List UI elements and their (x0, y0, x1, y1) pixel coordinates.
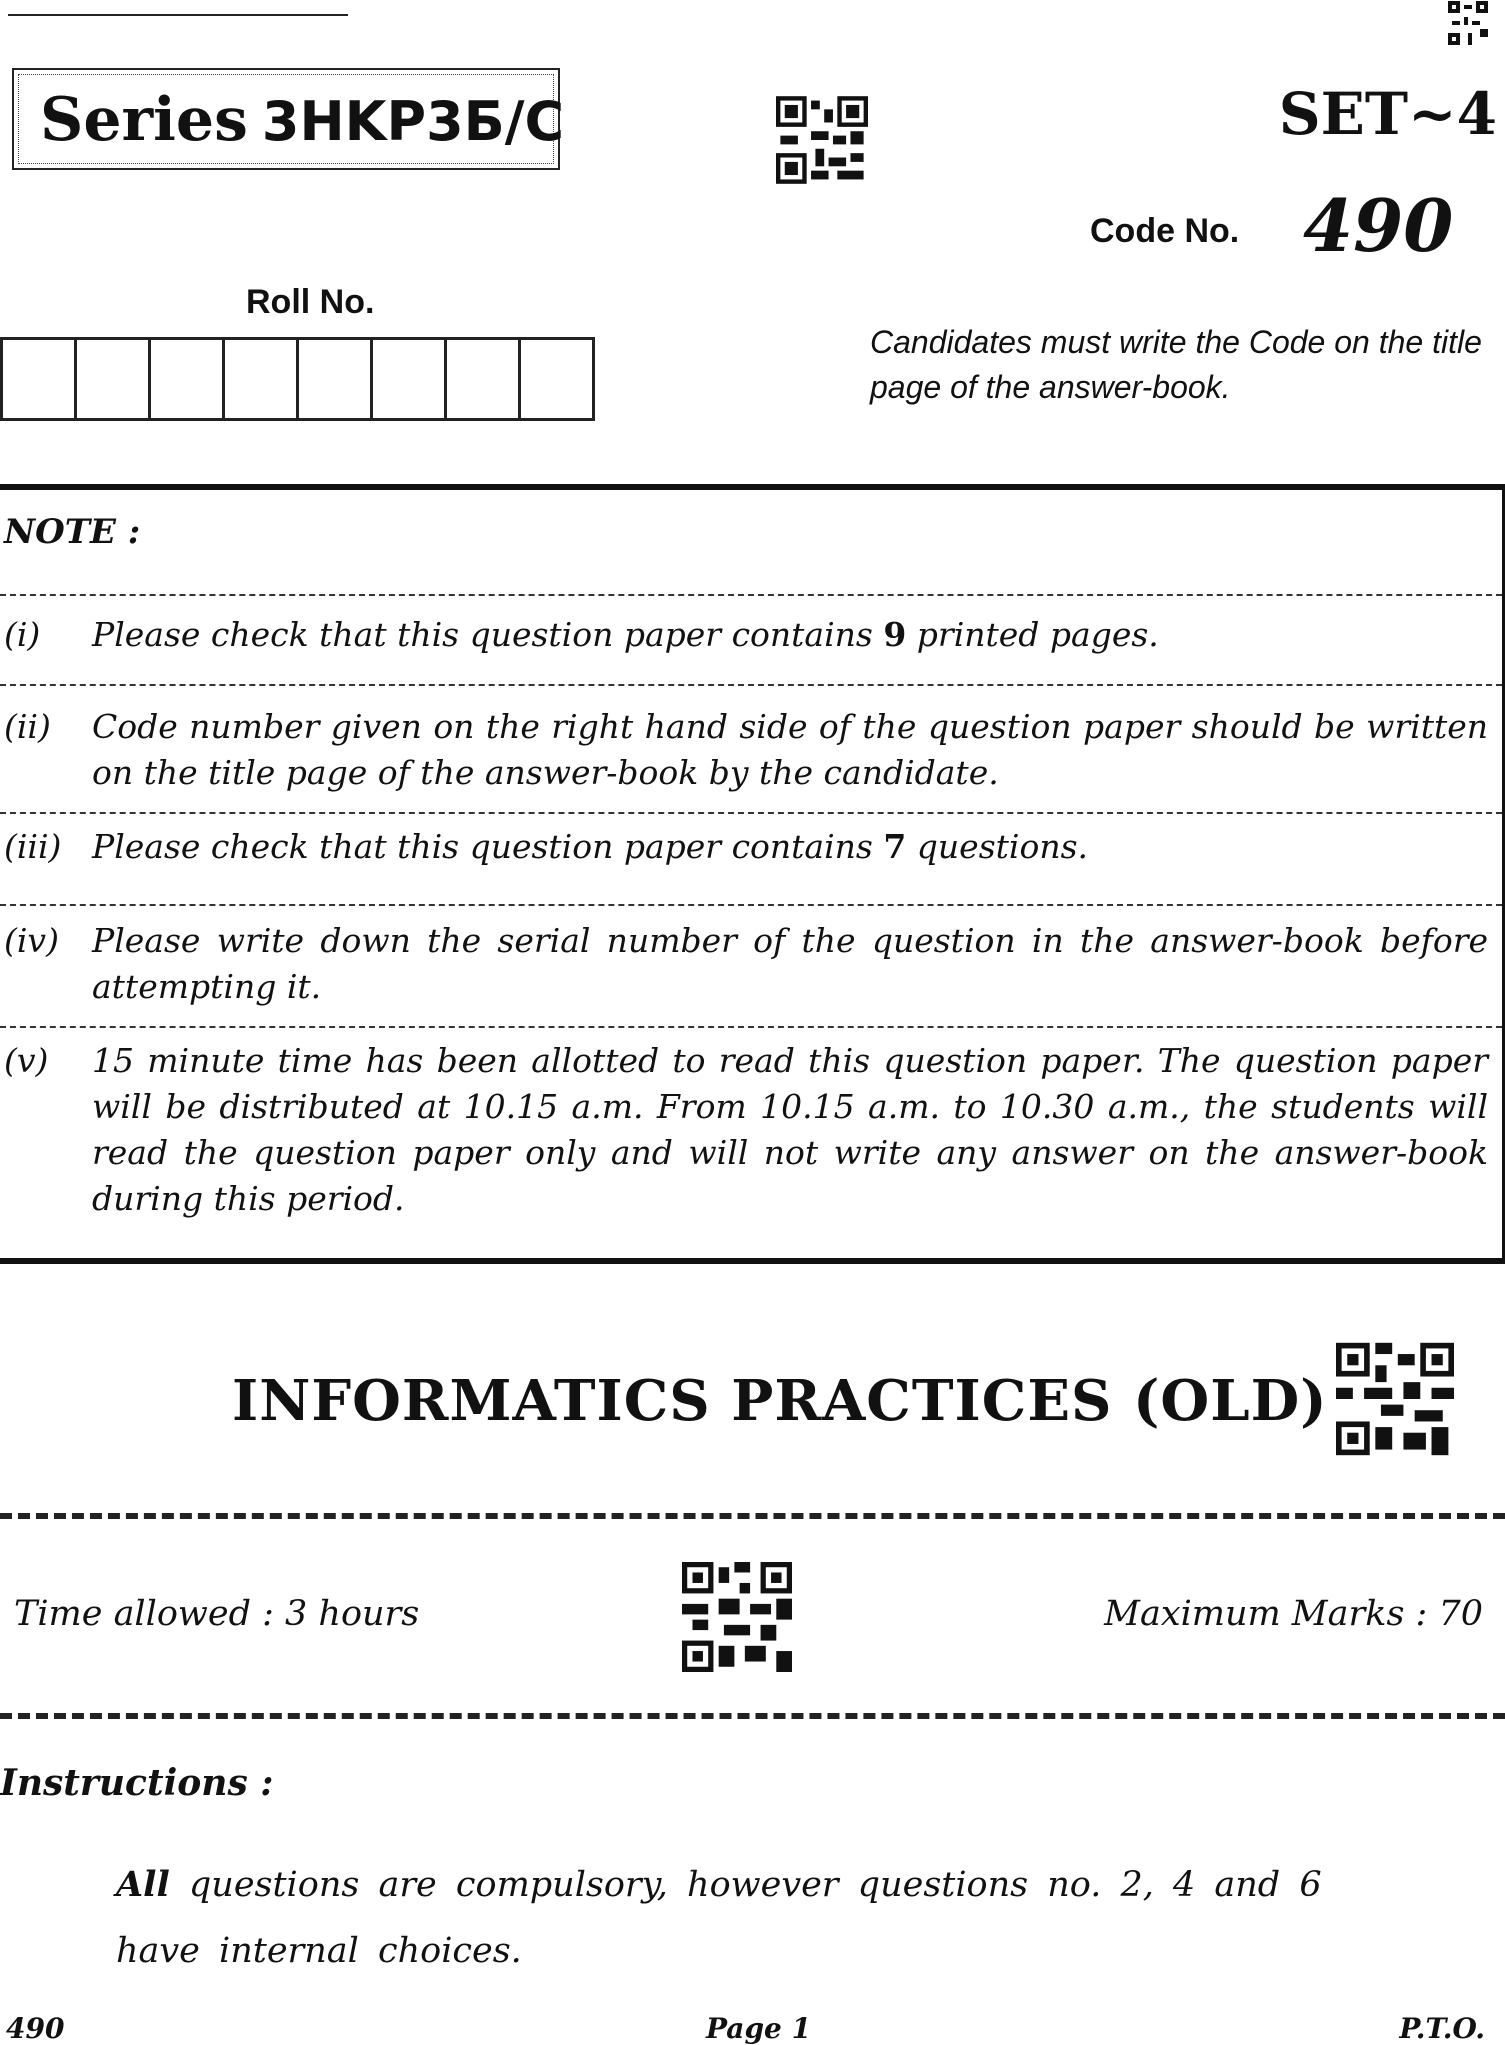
subject-title: INFORMATICS PRACTICES (OLD) (232, 1368, 1328, 1434)
roll-no-box[interactable] (518, 337, 595, 421)
set-label: SET~4 (1278, 80, 1497, 148)
instructions-heading: Instructions : (0, 1762, 274, 1804)
instructions-body: questions are compulsory, however questions no. 2, 4 and 6 have internal choices. (116, 1865, 1322, 1971)
top-rule (8, 14, 348, 16)
note-item-text: Code number given on the right hand side of the question paper should be written on the title page of the answer-book by the candidate. (92, 707, 1488, 792)
candidates-note: Candidates must write the Code on the title page of the answer-book. (870, 324, 1482, 405)
note-item-text: Please write down the serial number of the question in the answer-book before attempting it. (92, 921, 1488, 1006)
dashed-divider (0, 1713, 1505, 1719)
note-item-number: (iii) (4, 827, 62, 866)
roll-no-box[interactable] (370, 337, 447, 421)
note-item-number: (ii) (4, 707, 51, 746)
max-marks: Maximum Marks : 70 (1104, 1594, 1483, 1634)
qr-code-icon (1448, 0, 1488, 46)
footer-code: 490 (6, 2012, 65, 2045)
series-label (40, 82, 564, 160)
roll-no-box[interactable] (444, 337, 521, 421)
instructions-text (116, 1852, 1416, 1984)
note-item-text: Please check that this question paper contains 7 questions. (92, 827, 1089, 866)
note-box (0, 484, 1505, 1264)
note-item (0, 684, 1502, 806)
note-item-text: Please check that this question paper contains 9 printed pages. (92, 615, 1159, 654)
roll-no-box[interactable] (148, 337, 225, 421)
note-item (0, 812, 1502, 902)
roll-no-box[interactable] (296, 337, 373, 421)
roll-no-box[interactable] (0, 337, 77, 421)
code-no-label: Code No. (1090, 212, 1240, 250)
note-item (0, 594, 1502, 682)
roll-no-boxes[interactable] (0, 337, 595, 421)
series-prefix: Series (40, 85, 248, 155)
series-code: 3HKP3Б/C (261, 90, 565, 153)
note-item (0, 904, 1502, 1024)
note-heading: NOTE : (4, 512, 141, 552)
instructions-bold-word: All (116, 1864, 170, 1905)
roll-no-box[interactable] (222, 337, 299, 421)
series-box (12, 68, 565, 170)
qr-code-icon (776, 96, 868, 184)
footer-pto: P.T.O. (1399, 2012, 1485, 2045)
footer-page: Page 1 (706, 2012, 812, 2045)
time-allowed: Time allowed : 3 hours (14, 1594, 420, 1634)
qr-code-icon (682, 1562, 792, 1672)
dashed-divider (0, 1513, 1505, 1519)
note-item-text: 15 minute time has been allotted to read this question paper. The question paper will be distributed at 10.15 a.m. From 10.15 a.m. to 10.30 a.m., the students will read the question paper only and will not write any answer on the answer-book during this period. (92, 1041, 1488, 1218)
note-item-number: (iv) (4, 921, 59, 960)
code-no-value: 490 (1303, 183, 1454, 268)
qr-code-icon (1336, 1342, 1454, 1456)
note-item-number: (i) (4, 615, 41, 654)
roll-no-box[interactable] (74, 337, 151, 421)
roll-no-label: Roll No. (246, 283, 375, 321)
note-item-number: (v) (4, 1041, 49, 1080)
note-item (0, 1026, 1502, 1258)
